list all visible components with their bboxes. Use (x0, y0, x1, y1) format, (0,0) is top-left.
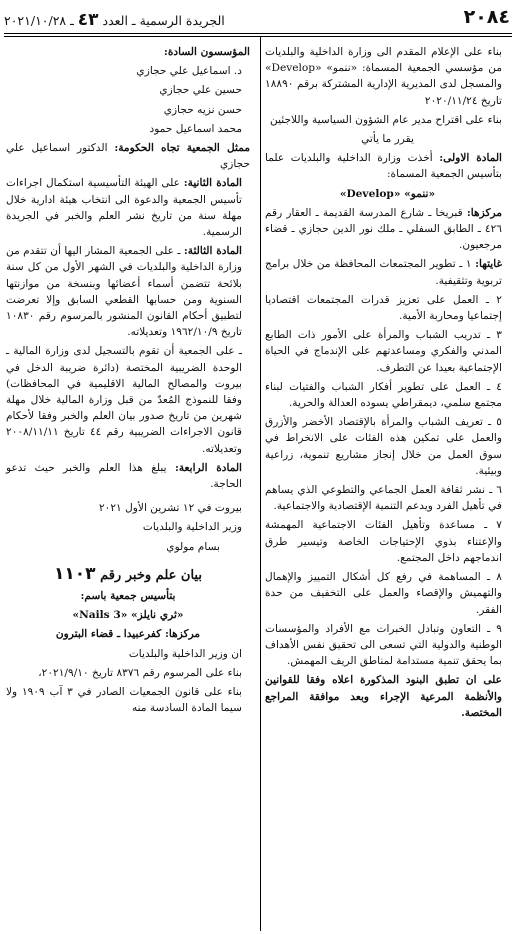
goal-5: ٥ ـ تعريف الشباب والمرأة بالإقتصاد الأخضر والأزرق والعمل على تمكين هذه الفئات على الانخراط في سوق العمل من خلال إنجاز مشاريع تنموية، زراعية وبيئية. (265, 416, 502, 477)
goal-4: ٤ ـ العمل على تطوير أفكار الشباب والفتيات لبناء مجتمع سلمي، ديمقراطي يسوده العدالة والحرية. (265, 380, 502, 410)
article-1-label: المادة الاولى: (439, 152, 502, 165)
goal-3: ٣ ـ تدريب الشباب والمرأة على الأمور ذات الطابع المدني والفكري ومساعدتهم على الإندماج في الحياة الإجتماعية بعيدا عن التطرف. (265, 329, 502, 374)
decides-heading: يقرر ما يأتي (361, 133, 414, 146)
government-representative (6, 140, 250, 172)
left-column (6, 44, 250, 719)
association-name: «ننمو» «Develop» (339, 187, 436, 200)
gazette-title-prefix: الجريدة الرسمية ـ العدد (102, 13, 225, 28)
article-4-text: يبلغ هذا العلم والخبر حيث تدعو الحاجة. (6, 461, 242, 491)
header-rule (4, 33, 512, 34)
notice-title (6, 565, 250, 585)
minister-name: بسام مولوي (166, 540, 220, 553)
article-4-label: المادة الرابعة: (174, 461, 243, 474)
minister-title: وزير الداخلية والبلديات (142, 521, 242, 534)
intro-paragraph-2: بناء على اقتراح مدير عام الشؤون السياسية واللاجئين (270, 113, 502, 126)
goal-8: ٨ ـ المساهمة في رفع كل أشكال التمييز والإهمال والتهميش والإقصاء والعمل على التخفيف من حدة الفقر. (265, 571, 502, 616)
header-rule-thin (4, 36, 512, 37)
article-3-text: ـ على الجمعية المشار اليها أن تتقدم من وزارة الداخلية والبلديات في الشهر الأول من كل سنة بلائحة تتضمن أسماء أعضائها وبنسخة من موازنتها السنوية ومن حسابها القطعي السابق وإلا تعرضت لتطبيق أحكام القانون المنشور بالمرسوم رقم ١٠٨٣٠ تاريخ ١٩٦٢/١٠/٩ وتعديلاته. (6, 245, 242, 339)
representative-text: الدكتور اسماعيل علي حجازي (6, 142, 250, 171)
notice-subtitle: بتأسيس جمعية باسم: (80, 589, 176, 602)
founders-label: المؤسسون السادة: (163, 46, 250, 58)
notice-title-text: بيان علم وخبر رقم (100, 567, 202, 583)
article-1-text: أخذت وزارة الداخلية والبلديات علما بتأسيس الجمعية المسماة: (265, 152, 502, 181)
right-column (265, 44, 510, 724)
notice-line-3: بناء على قانون الجمعيات الصادر في ٣ آب ١٩٠٩ ولا سيما المادة السادسة منه (6, 685, 242, 715)
notice-line-2: بناء على المرسوم رقم ٨٣٧٦ تاريخ ٢٠٢١/٩/١٠، (38, 666, 242, 679)
founder-2: حسين علي حجازي (159, 84, 242, 97)
article-1 (265, 150, 510, 182)
place-and-date: بيروت في ١٢ تشرين الأول ٢٠٢١ (98, 502, 242, 515)
article-2-text: على الهيئة التأسيسية استكمال اجراءات تأسيس الجمعية والدعوة الى انتخاب هيئة ادارية خلال مهلة سنة من تاريخ نشر العلم والخبر في الجريدة الرسمية. (6, 177, 242, 239)
issue-date: ـ ٢٠٢١/١٠/٢٨ (4, 13, 74, 28)
headquarters-text: قبريخا ـ شارع المدرسة القديمة ـ العقار رقم ٤٢٦ ـ الطابق السفلي ـ ملك نور الدين حجازي ـ قضاء مرجعيون. (265, 206, 502, 252)
notice-number: ١١٠٣ (54, 563, 96, 584)
headquarters (265, 205, 510, 254)
notice-headquarters: مركزها: كفرعبيدا ـ قضاء البترون (55, 628, 201, 641)
article-3 (6, 243, 250, 340)
closing-clause: على ان تطبق البنود المذكورة اعلاه وفقا للقوانين والأنظمة المرعية الإجراء وبعد موافقة المراجع المختصة. (265, 674, 502, 719)
goal-1-text: ١ ـ تطوير المجتمعات المحافظة من خلال برامج تربوية وتثقيفية. (265, 258, 502, 287)
goals-label: غايتها: (475, 258, 502, 271)
goal-1 (265, 256, 510, 288)
representative-label: ممثل الجمعية تجاه الحكومة: (114, 142, 250, 155)
column-divider (260, 36, 261, 931)
article-4 (6, 460, 250, 492)
notice-line-1: ان وزير الداخلية والبلديات (128, 647, 242, 660)
goal-7: ٧ ـ مساعدة وتأهيل الفئات الاجتماعية المهمشة والإعتناء بذوي الإحتياجات الخاصة وتيسير طرق اندماجهم داخل المجتمع. (265, 519, 502, 564)
founder-3: حسن نزيه حجازي (163, 103, 242, 116)
article-3-paragraph-2: ـ على الجمعية أن تقوم بالتسجيل لدى وزارة المالية ـ الوحدة الضريبية المختصة (دائرة ضريبة الدخل في بيروت والمصالح المالية الاقليمية في المحافظات) وفقا للنموذج المُعدّ من قبل وزارة المالية خلال مهلة شهرين من تاريخ صدور بيان العلم والخبر وفقا لأحكام قانون الاجراءات الضريبية رقم ٤٤ تاريخ ٢٠٠٨/١١/١١ وتعديلاته. (6, 345, 242, 455)
headquarters-label: مركزها: (466, 206, 503, 219)
gazette-title (4, 10, 225, 30)
goal-6: ٦ ـ نشر ثقافة العمل الجماعي والتطوعي الذي يساهم في تأهيل الفرد ويدعم التنمية الإقتصادية والاجتماعية. (265, 484, 502, 513)
notice-association-name: «ثري نايلز» «3 Nails» (72, 609, 184, 622)
article-3-label: المادة الثالثة: (183, 245, 242, 258)
intro-paragraph-1: بناء على الإعلام المقدم الى وزارة الداخلية والبلديات من مؤسسي الجمعية المسماة: «ننمو» «Develop» والمسجل لدى المديرية الإدارية المشتركة برقم ١٨٨٩٠ تاريخ ٢٠٢٠/١١/٢٤ (265, 46, 502, 107)
founder-4: محمد اسماعيل حمود (149, 122, 242, 135)
goal-2: ٢ ـ العمل على تعزيز قدرات المجتمعات اقتصاديا إجتماعيا ومحاربة الأمية. (265, 293, 502, 323)
page-number: ٢٠٨٤ (463, 6, 510, 28)
founder-1: د. اسماعيل علي حجازي (136, 65, 242, 78)
page-header (4, 4, 512, 34)
goal-9: ٩ ـ التعاون وتبادل الخبرات مع الأفراد والمؤسسات الوطنية والدولية التي تسعى الى تحقيق نفس الأهداف بما يحقق تنمية مستدامة لمناطق الريف المهمش. (265, 622, 502, 668)
article-2 (6, 175, 250, 240)
article-2-label: المادة الثانية: (183, 177, 242, 190)
issue-number: ٤٣ (77, 10, 99, 30)
